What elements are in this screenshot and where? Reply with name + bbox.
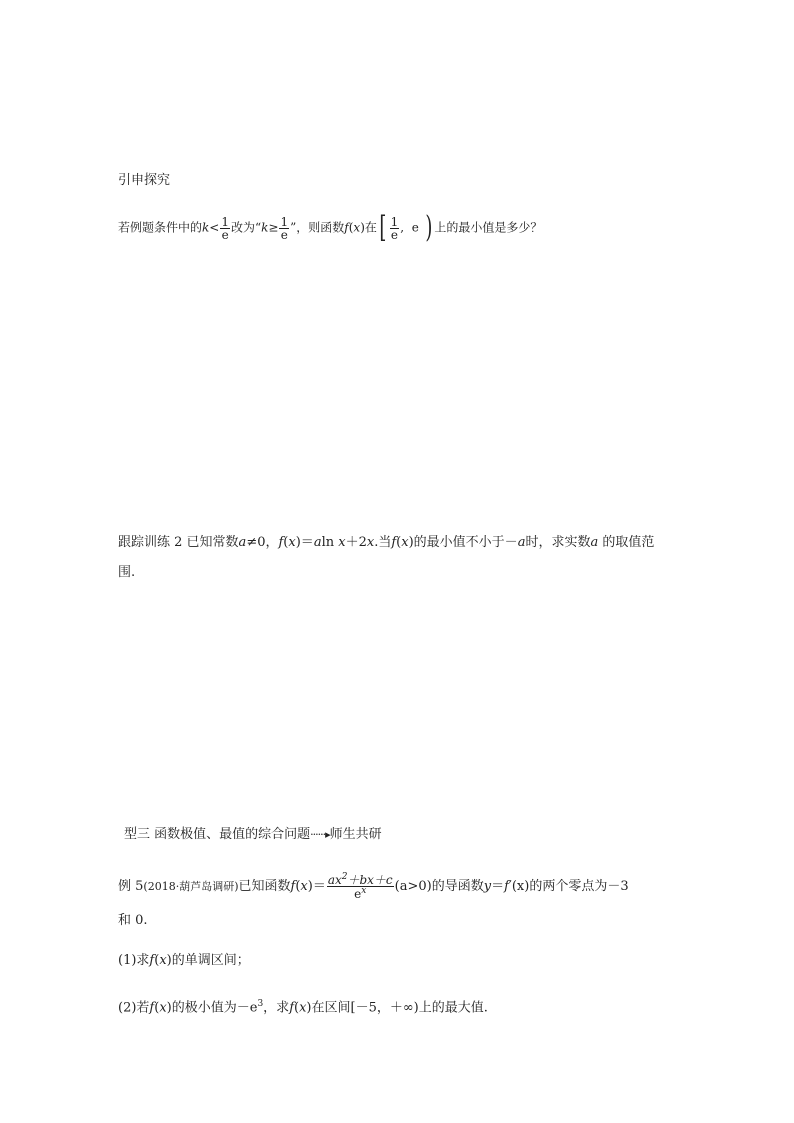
part-2-d: 在区间[－5，＋∞)上的最大值.	[311, 1000, 488, 1016]
ex5-f: ＝	[491, 879, 505, 894]
type-3-title: 型三 函数极值、最值的综合问题	[124, 827, 311, 842]
fraction-1-over-e: $\frac{1}{e}$	[390, 214, 399, 242]
ex5-label: 例 5	[118, 879, 144, 894]
arrow-icon: ······▸	[310, 828, 330, 841]
example-5: 例 5(2018·葫芦岛调研)已知函数f(x)＝ $\frac{ax^2+bx+c}{e^x}$ (a>0)的导函数y＝f′(x)的两个零点为－3	[118, 872, 629, 901]
p2-d: ln	[321, 535, 339, 550]
p2-c: ＝	[300, 535, 314, 550]
question-1: 若例题条件中的k< $\frac{1}{e}$ 改为“k≥ $\frac{1}{e}$ ”，则函数f(x)在[ $\frac{1}{e}$ , e ) 上的最小值是多少？	[118, 210, 543, 245]
part-2-b: 的极小值为－e	[171, 1000, 258, 1016]
section-title: 引申探究	[118, 173, 171, 188]
p2-e: ＋2	[345, 535, 367, 550]
p2-a: 跟踪训练 2 已知常数	[118, 535, 239, 550]
training-2: 跟踪训练 2 已知常数a≠0，f(x)＝aln x＋2x.当f(x)的最小值不小于－a时，求实数a 的取值范	[118, 535, 655, 550]
q1-text-e: 上的最小值是多少？	[434, 220, 543, 235]
example-5-line-2: 和 0.	[118, 913, 148, 928]
training-2-line-2: 围.	[118, 565, 136, 580]
ex5-e: (a>0)的导函数	[394, 879, 484, 894]
type-3-heading	[124, 825, 382, 845]
p2-h: 时，求实数	[525, 535, 591, 550]
p2-b: ≠0，	[246, 535, 279, 550]
q1-text-b: 改为“	[231, 220, 262, 235]
right-paren: )	[424, 210, 432, 245]
k-var: k	[202, 220, 210, 235]
part-1-b: 的单调区间；	[171, 953, 250, 968]
ex5-g: ′(x)的两个零点为－3	[508, 879, 629, 894]
p2-f: .当	[374, 535, 392, 550]
type-3-tag: 师生共研	[329, 827, 382, 842]
part-2-c: ，求	[263, 1000, 290, 1016]
part-2: (2)若f(x)的极小值为$-e^3$，求f(x)在区间[－5，＋∞)上的最大值.	[118, 999, 488, 1016]
part-1-a: (1)求	[118, 953, 150, 968]
q1-text-d: 在	[364, 220, 377, 235]
part-2-sup: 3	[257, 999, 264, 1009]
q1-text-a: 若例题条件中的	[118, 220, 203, 235]
k-var: k	[261, 220, 269, 235]
fraction-1-over-e: $\frac{1}{e}$	[221, 214, 229, 242]
left-bracket: [	[379, 210, 387, 245]
ex5-source: (2018·葫芦岛调研)	[143, 880, 239, 893]
fraction-1-over-e: $\frac{1}{e}$	[280, 214, 289, 242]
p2-i: 的取值范	[602, 535, 655, 550]
fx: f	[344, 220, 349, 235]
fraction-function: $\frac{ax^2+bx+c}{e^x}$	[327, 872, 393, 901]
part-1: (1)求f(x)的单调区间；	[118, 953, 250, 968]
part-2-a: (2)若	[118, 1000, 150, 1016]
p2-g: 的最小值不小于－	[413, 535, 518, 550]
q1-text-c: ”，则函数	[290, 220, 345, 235]
ex5-c: 已知函数	[238, 879, 291, 894]
ex5-d: ＝	[312, 879, 326, 894]
